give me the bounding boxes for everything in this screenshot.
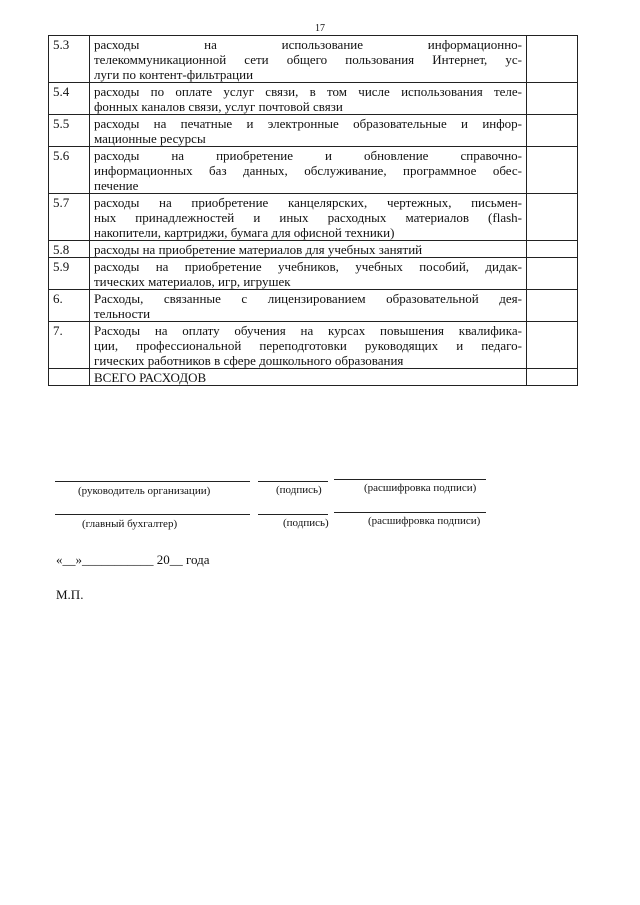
row-description: расходы на приобретение канцелярских, чертежных, письмен- ных принадлежностей и иных расходных материалов (flash- накопители, картриджи, бумага для офисной техники) bbox=[90, 194, 527, 241]
row-amount bbox=[527, 290, 578, 322]
row-number: 5.5 bbox=[49, 115, 90, 147]
row-description: расходы по оплате услуг связи, в том числе использования теле- фонных каналов связи, услуг почтовой связи bbox=[90, 83, 527, 115]
row-amount bbox=[527, 147, 578, 194]
table-row bbox=[49, 147, 578, 194]
row-number: 5.7 bbox=[49, 194, 90, 241]
row-description: расходы на приобретение и обновление справочно- информационных баз данных, обслуживание, программное обес- печение bbox=[90, 147, 527, 194]
row-amount bbox=[527, 194, 578, 241]
row-number bbox=[49, 369, 90, 386]
row-amount bbox=[527, 83, 578, 115]
row-number: 7. bbox=[49, 322, 90, 369]
row-description: расходы на использование информационно- телекоммуникационной сети общего пользования Интернет, ус- луги по контент-фильтрации bbox=[90, 36, 527, 83]
table-row bbox=[49, 322, 578, 369]
row-number: 5.9 bbox=[49, 258, 90, 290]
total-amount bbox=[527, 369, 578, 386]
table-total-row bbox=[49, 369, 578, 386]
row-amount bbox=[527, 36, 578, 83]
row-number: 5.3 bbox=[49, 36, 90, 83]
table-row bbox=[49, 36, 578, 83]
accountant-sign-caption: (подпись) bbox=[283, 517, 329, 529]
head-decode-caption: (расшифровка подписи) bbox=[364, 482, 477, 494]
row-description: расходы на приобретение материалов для учебных занятий bbox=[90, 241, 527, 258]
row-number: 6. bbox=[49, 290, 90, 322]
row-number: 5.8 bbox=[49, 241, 90, 258]
row-description: Расходы, связанные с лицензированием образовательной дея- тельности bbox=[90, 290, 527, 322]
head-role-caption: (руководитель организации) bbox=[78, 485, 211, 497]
page-number: 17 bbox=[315, 23, 325, 34]
row-number: 5.4 bbox=[49, 83, 90, 115]
head-sign-line bbox=[258, 481, 328, 482]
table-row bbox=[49, 194, 578, 241]
total-label: ВСЕГО РАСХОДОВ bbox=[90, 369, 527, 386]
row-amount bbox=[527, 258, 578, 290]
table-row bbox=[49, 115, 578, 147]
accountant-decode-line bbox=[334, 512, 486, 513]
table-row bbox=[49, 83, 578, 115]
table-row bbox=[49, 258, 578, 290]
row-amount bbox=[527, 322, 578, 369]
row-description: расходы на приобретение учебников, учебных пособий, дидак- тических материалов, игр, игрушек bbox=[90, 258, 527, 290]
expense-table bbox=[48, 35, 578, 386]
row-amount bbox=[527, 115, 578, 147]
row-description: расходы на печатные и электронные образовательные и инфор- мационные ресурсы bbox=[90, 115, 527, 147]
table-row bbox=[49, 290, 578, 322]
head-sign-caption: (подпись) bbox=[276, 484, 322, 496]
row-number: 5.6 bbox=[49, 147, 90, 194]
head-decode-line bbox=[334, 479, 486, 480]
head-role-line bbox=[55, 481, 250, 482]
row-amount bbox=[527, 241, 578, 258]
accountant-sign-line bbox=[258, 514, 328, 515]
date-line: «__»___________ 20__ года bbox=[56, 552, 210, 567]
row-description: Расходы на оплату обучения на курсах повышения квалифика- ции, профессиональной переподготовки руководящих и педаго- гических работников в сфере дошкольного образования bbox=[90, 322, 527, 369]
accountant-role-caption: (главный бухгалтер) bbox=[82, 518, 178, 530]
accountant-role-line bbox=[55, 514, 250, 515]
table-row bbox=[49, 241, 578, 258]
accountant-decode-caption: (расшифровка подписи) bbox=[368, 515, 481, 527]
stamp-place: М.П. bbox=[56, 587, 84, 602]
